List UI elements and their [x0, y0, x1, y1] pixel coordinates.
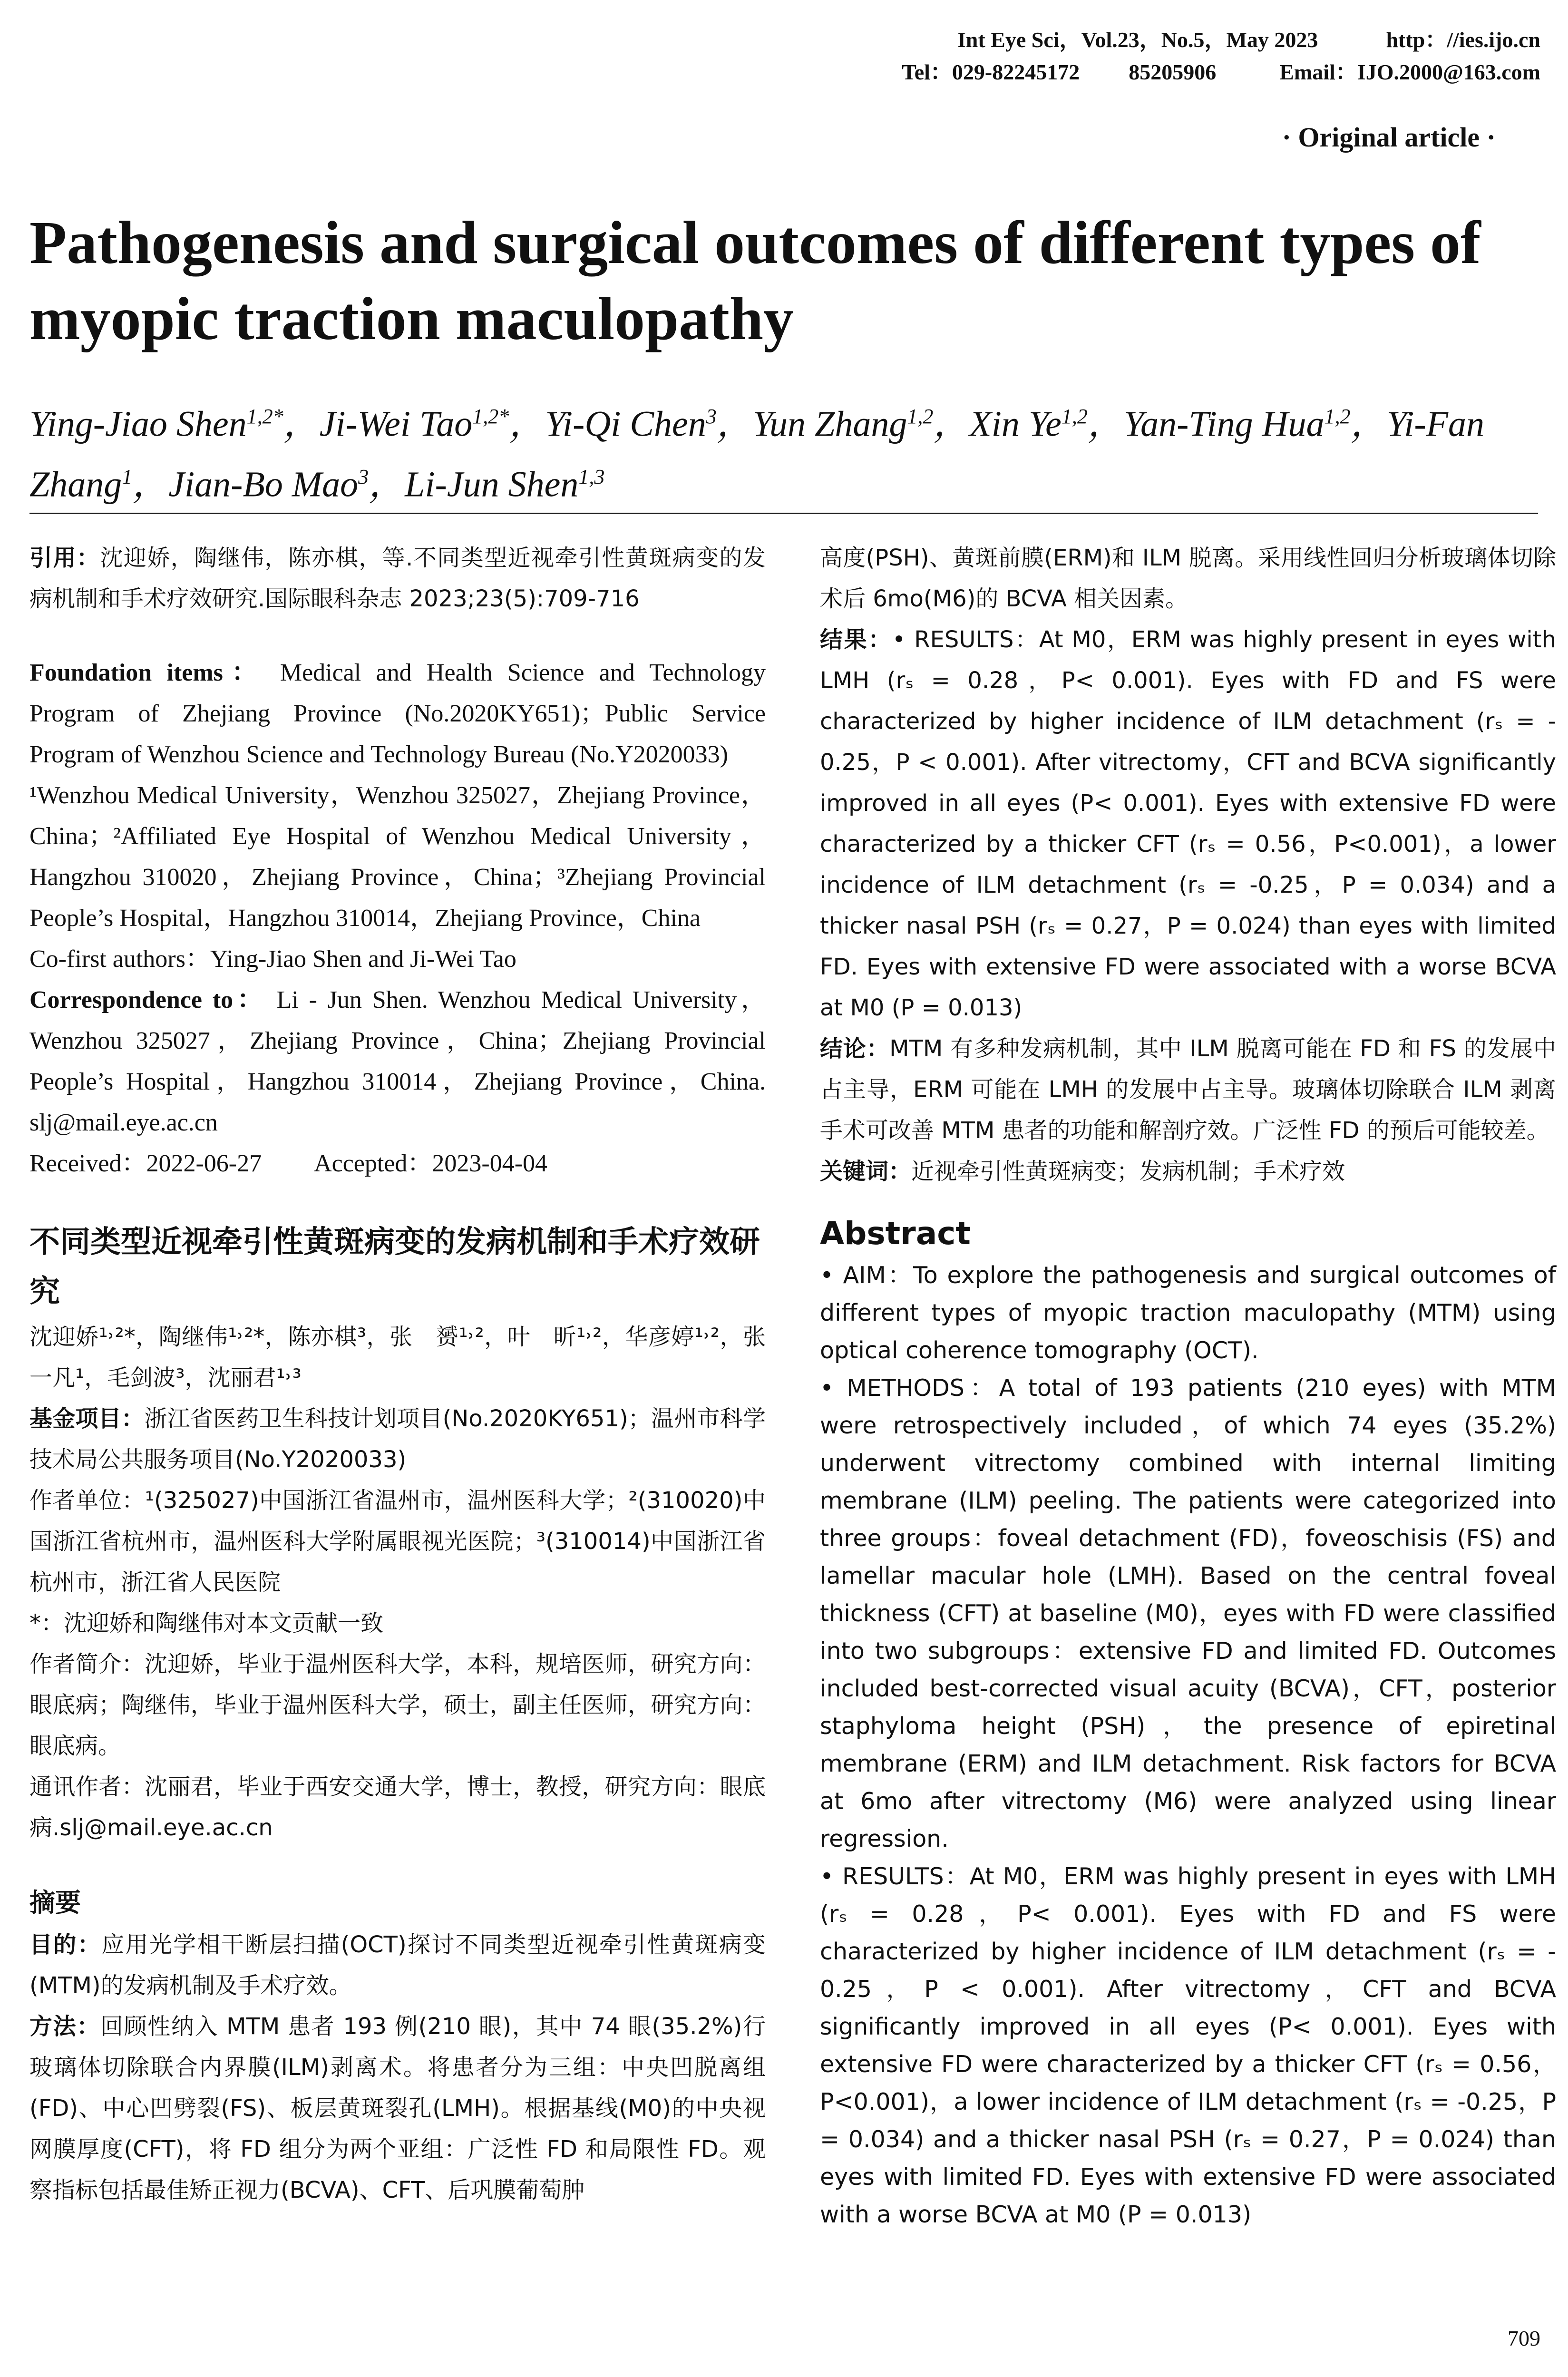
author-name: Jian-Bo Mao	[168, 464, 359, 505]
chinese-authors: 沈迎娇¹˒²*，陶继伟¹˒²*，陈亦棋³，张 赟¹˒²，叶 昕¹˒²，华彦婷¹˒²，张一凡¹，毛剑波³，沈丽君¹˒³	[29, 1324, 766, 1391]
author-name: Ji-Wei Tao	[319, 404, 473, 444]
abstract-results: • RESULTS：At M0，ERM was highly present in eyes with LMH (rₛ = 0.28，P< 0.001). Eyes with FD and FS were characterized by higher incidence of ILM detachment (rₛ = - 0.25，P < 0.001). After vitrectomy，CFT and BCVA significantly improved in all eyes (P< 0.001). Eyes with extensive FD were characterized by a thicker CFT (rₛ = 0.56，P<0.001)，a lower incidence of ILM detachment (rₛ = -0.25，P = 0.034) and a thicker nasal PSH (rₛ = 0.27，P = 0.024) than eyes with limited FD. Eyes with extensive FD were associated with a worse BCVA at M0 (P = 0.013)	[820, 1863, 1556, 2228]
article-type: · Original article ·	[1282, 122, 1496, 153]
chinese-results: 结果：• RESULTS：At M0，ERM was highly present in eyes with LMH (rₛ = 0.28，P< 0.001). Eyes with FD and FS were characterized by higher incidence of ILM detachment (rₛ = - 0.25，P < 0.001). After vitrectomy，CFT and BCVA significantly improved in all eyes (P< 0.001). Eyes with extensive FD were characterized by a thicker CFT (rₛ = 0.56，P<0.001)，a lower incidence of ILM detachment (rₛ = -0.25，P = 0.034) and a thicker nasal PSH (rₛ = 0.27，P = 0.024) than eyes with limited FD. Eyes with extensive FD were associated with a worse BCVA at M0 (P = 0.013)	[820, 626, 1556, 1021]
right-column	[820, 537, 1556, 2233]
chinese-corresponding: 通讯作者：沈丽君，毕业于西安交通大学，博士，教授，研究方向：眼底病.slj@mail.eye.ac.cn	[29, 1773, 766, 1841]
author-name: Yi-Qi Chen	[545, 404, 706, 444]
abstract-aim: • AIM：To explore the pathogenesis and surgical outcomes of different types of myopic traction maculopathy (MTM) using optical coherence tomography (OCT).	[820, 1262, 1556, 1364]
journal-citation: Int Eye Sci，Vol.23，No.5，May 2023	[957, 28, 1318, 52]
received-accepted: Received：2022-06-27 Accepted：2023-04-04	[29, 1150, 548, 1177]
author-affiliation-mark: 1,2*	[472, 405, 509, 428]
author-name: Li-Jun Shen	[405, 464, 579, 505]
journal-url: http：//ies.ijo.cn	[1386, 28, 1540, 52]
journal-header	[902, 24, 1540, 88]
chinese-bio: 作者简介：沈迎娇，毕业于温州医科大学，本科，规培医师，研究方向：眼底病；陶继伟，毕业于温州医科大学，硕士，副主任医师，研究方向：眼底病。	[29, 1651, 766, 1759]
author-name: Yun Zhang	[752, 404, 907, 444]
journal-tel: Tel：029-82245172	[902, 60, 1080, 84]
chinese-abstract-title: 摘要	[29, 1888, 81, 1918]
author-affiliation-mark: 3	[706, 405, 717, 428]
chinese-fund: 基金项目：浙江省医药卫生科技计划项目(No.2020KY651)；温州市科学技术局公共服务项目(No.Y2020033)	[29, 1405, 766, 1473]
chinese-equal-contrib: *：沈迎娇和陶继伟对本文贡献一致	[29, 1610, 384, 1637]
correspondence: Correspondence to： Li - Jun Shen. Wenzhou Medical University，Wenzhou 325027，Zhejiang Province，China；Zhejiang Provincial People’s Hospital，Hangzhou 310014，Zhejiang Province，China. slj@mail.eye.ac.cn	[29, 986, 766, 1136]
chinese-title: 不同类型近视牵引性黄斑病变的发病机制和手术疗效研究	[29, 1225, 760, 1309]
author-affiliation-mark: 1,2	[1324, 405, 1351, 428]
citation: 引用：沈迎娇，陶继伟，陈亦棋，等.不同类型近视牵引性黄斑病变的发病机制和手术疗效研究.国际眼科杂志 2023;23(5):709-716	[29, 545, 766, 612]
author-name: Yi-Fan Zhang	[29, 404, 1485, 505]
affiliations: ¹Wenzhou Medical University，Wenzhou 325027，Zhejiang Province，China；²Affiliated Eye Hospital of Wenzhou Medical University，Hangzhou 310020，Zhejiang Province，China；³Zhejiang Provincial People’s Hospital，Hangzhou 310014，Zhejiang Province，China	[29, 782, 766, 932]
header-rule	[29, 513, 1538, 514]
abstract-title: Abstract	[820, 1215, 971, 1252]
journal-email: Email：IJO.2000@163.com	[1279, 60, 1540, 84]
author-affiliation-mark: 1,2	[907, 405, 934, 428]
abstract-methods: • METHODS：A total of 193 patients (210 eyes) with MTM were retrospectively included，of which 74 eyes (35.2%) underwent vitrectomy combined with internal limiting membrane (ILM) peeling. The patients were categorized into three groups：foveal detachment (FD)，foveoschisis (FS) and lamellar macular hole (LMH). Based on the central foveal thickness (CFT) at baseline (M0)，eyes with FD were classified into two subgroups：extensive FD and limited FD. Outcomes included best-corrected visual acuity (BCVA)，CFT，posterior staphyloma height (PSH)，the presence of epiretinal membrane (ERM) and ILM detachment. Risk factors for BCVA at 6mo after vitrectomy (M6) were analyzed using linear regression.	[820, 1374, 1556, 1852]
author-name: Yan-Ting Hua	[1123, 404, 1325, 444]
chinese-keywords: 关键词：近视牵引性黄斑病变；发病机制；手术疗效	[820, 1158, 1345, 1185]
chinese-methods-cont: 高度(PSH)、黄斑前膜(ERM)和 ILM 脱离。采用线性回归分析玻璃体切除术后 6mo(M6)的 BCVA 相关因素。	[820, 545, 1556, 612]
author-name: Ying-Jiao Shen	[29, 404, 247, 444]
author-affiliation-mark: 3	[358, 465, 369, 489]
left-column	[29, 537, 766, 2211]
foundation-items: Foundation items： Medical and Health Science and Technology Program of Zhejiang Province (No.2020KY651)；Public Service Program of Wenzhou Science and Technology Bureau (No.Y2020033)	[29, 659, 766, 768]
paper-title: Pathogenesis and surgical outcomes of different types of myopic traction maculopathy	[29, 209, 1481, 352]
co-first-authors: Co-first authors：Ying-Jiao Shen and Ji-Wei Tao	[29, 945, 516, 973]
chinese-units: 作者单位：¹(325027)中国浙江省温州市，温州医科大学；²(310020)中国浙江省杭州市，温州医科大学附属眼视光医院；³(310014)中国浙江省杭州市，浙江省人民医院	[29, 1487, 766, 1596]
author-affiliation-mark: 1,2*	[246, 405, 283, 428]
author-list: Ying-Jiao Shen$^{1,2*}$，Ji-Wei Tao$^{1,2*}$，Yi-Qi Chen$^3$，Yun Zhang$^{1,2}$，Xin Ye$^{1,2}$，Yan-Ting Hua$^{1,2}$，Yi-Fan Zhang$^1$，Jian-Bo Mao$^3$，Li-Jun Shen$^{1,3}$	[29, 404, 1485, 505]
author-affiliation-mark: 1	[122, 465, 133, 489]
journal-tel2: 85205906	[1129, 60, 1217, 84]
author-affiliation-mark: 1,3	[578, 465, 605, 489]
chinese-conclusion: 结论：MTM 有多种发病机制，其中 ILM 脱离可能在 FD 和 FS 的发展中占主导，ERM 可能在 LMH 的发展中占主导。玻璃体切除联合 ILM 剥离手术可改善 MTM 患者的功能和解剖疗效。广泛性 FD 的预后可能较差。	[820, 1035, 1556, 1144]
author-name: Xin Ye	[969, 404, 1062, 444]
page-number: 709	[1508, 2326, 1540, 2350]
chinese-aim: 目的：应用光学相干断层扫描(OCT)探讨不同类型近视牵引性黄斑病变(MTM)的发病机制及手术疗效。	[29, 1931, 766, 1999]
chinese-methods: 方法：回顾性纳入 MTM 患者 193 例(210 眼)，其中 74 眼(35.2%)行玻璃体切除联合内界膜(ILM)剥离术。将患者分为三组：中央凹脱离组(FD)、中心凹劈裂(FS)、板层黄斑裂孔(LMH)。根据基线(M0)的中央视网膜厚度(CFT)，将 FD 组分为两个亚组：广泛性 FD 和局限性 FD。观察指标包括最佳矫正视力(BCVA)、CFT、后巩膜葡萄肿	[29, 2013, 766, 2203]
author-affiliation-mark: 1,2	[1061, 405, 1088, 428]
